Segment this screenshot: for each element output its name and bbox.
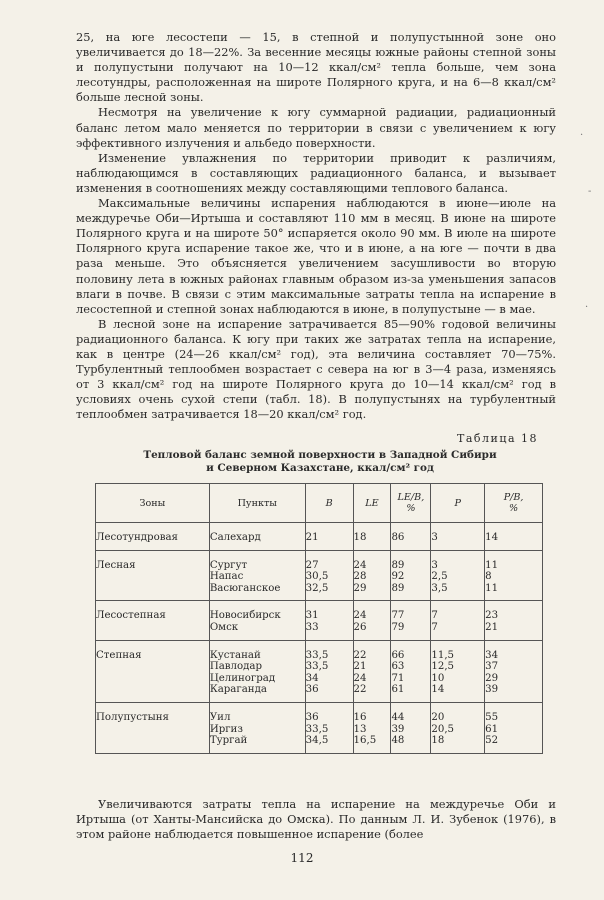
p-value: 18 <box>431 735 445 747</box>
b-value: 33,5 <box>305 649 329 661</box>
table-title <box>100 449 540 475</box>
points-cell <box>209 702 305 753</box>
le-value: 24 <box>353 559 367 571</box>
leb-value: 44 <box>391 711 405 723</box>
pb-value: 37 <box>485 661 499 673</box>
margin-mark: - <box>588 186 592 197</box>
p-cell <box>431 523 485 551</box>
p-value: 7 <box>431 621 438 633</box>
paragraph-4: Максимальные величины испарения наблюдаются в июне—июле на междуречье Оби—Иртыша и составляют 110 мм в месяц. В июне на широте Полярного круга и на широте 50° испаряется около 90 мм. В июле на широте Полярного круга испарение такое же, что и в июне, а на юге — почти в два раза меньше. Это объясняется увеличением засушливости во вторую половину лета в южных районах главным образом из-за уменьшения запасов влаги в почве. В связи с этим максимальные затраты тепла на испарение в лесостепной и степной зонах наблюдаются в июне, в полупустыне — в мае. <box>76 196 556 316</box>
le-value: 26 <box>353 621 367 633</box>
p-value: 20,5 <box>431 723 455 735</box>
p-cell <box>431 550 485 601</box>
point-name: Тургай <box>209 735 248 747</box>
paragraph-5: В лесной зоне на испарение затрачивается 85—90% годовой величины радиационного баланса. К югу при таких же затратах тепла на испарение, как в центре (24—26 ккал/см² год), эта величина составляет 70—75%. Турбулентный теплообмен возрастает с севера на юг в 3—4 раза, изменяясь от 3 ккал/см² год на широте Полярного круга до 10—14 ккал/см² год в условиях очень сухой степи (табл. 18). В полупустынях на турбулентный теплообмен затрачивается 18—20 ккал/см² год. <box>76 316 556 422</box>
point-name: Напас <box>209 571 244 583</box>
header-p-b-bottom: % <box>509 503 519 514</box>
b-value: 34,5 <box>305 735 329 747</box>
le-value: 29 <box>353 582 367 594</box>
leb-value: 66 <box>391 649 405 661</box>
table-header-row <box>96 484 543 523</box>
b-value: 27 <box>305 559 319 571</box>
point-name: Караганда <box>209 684 267 696</box>
le-cell <box>353 523 391 551</box>
p-value: 12,5 <box>431 661 455 673</box>
le-value: 16 <box>353 711 367 723</box>
p-value: 3 <box>431 532 438 543</box>
p-cell <box>431 702 485 753</box>
paragraph-2: Несмотря на увеличение к югу суммарной радиации, радиационный баланс летом мало меняется по территории в связи с увеличением к югу эффективного излучения и альбедо поверхности. <box>76 105 556 150</box>
body-text <box>76 30 556 422</box>
point-name: Кустанай <box>209 649 261 661</box>
table-row <box>96 550 543 601</box>
pb-cell <box>485 523 543 551</box>
points-cell <box>209 523 305 551</box>
b-cell <box>305 640 353 702</box>
pb-value: 52 <box>485 735 499 747</box>
leb-value: 89 <box>391 582 405 594</box>
le-value: 22 <box>353 684 367 696</box>
table-row <box>96 640 543 702</box>
table-row <box>96 601 543 640</box>
b-value: 33 <box>305 621 319 633</box>
b-cell <box>305 523 353 551</box>
b-value: 33,5 <box>305 661 329 673</box>
zone-cell: Степная <box>96 640 210 702</box>
header-le-b-top: LE/B, <box>397 492 425 503</box>
header-p-b-top: P/B, <box>503 492 524 503</box>
le-value: 28 <box>353 571 367 583</box>
p-cell <box>431 601 485 640</box>
b-value: 31 <box>305 610 319 622</box>
pb-value: 21 <box>485 621 499 633</box>
le-cell <box>353 702 391 753</box>
header-p: P <box>431 484 485 523</box>
points-cell <box>209 640 305 702</box>
pb-value: 11 <box>485 582 499 594</box>
le-value: 24 <box>353 672 367 684</box>
zone-cell: Лесотундровая <box>96 523 210 551</box>
paragraph-1: 25, на юге лесостепи — 15, в степной и полупустынной зоне оно увеличивается до 18—22%. За весенние месяцы южные районы степной зоны и полупустыни получают на 10—12 ккал/см² тепла больше, чем зона лесотундры, расположенная на широте Полярного круга, и на 6—8 ккал/см² больше лесной зоны. <box>76 30 556 105</box>
leb-value: 71 <box>391 672 405 684</box>
leb-value: 39 <box>391 723 405 735</box>
table-body <box>96 523 543 754</box>
pb-cell <box>485 702 543 753</box>
p-value: 2,5 <box>431 571 448 583</box>
header-le: LE <box>353 484 391 523</box>
point-name: Салехард <box>209 532 261 543</box>
p-value: 3,5 <box>431 582 448 594</box>
p-value: 7 <box>431 610 438 622</box>
paragraph-3: Изменение увлажнения по территории приводит к различиям, наблюдающимся в составляющих радиационного баланса, и вызывает изменения в соотношениях между составляющими теплового баланса. <box>76 150 556 195</box>
pb-value: 39 <box>485 684 499 696</box>
leb-value: 48 <box>391 735 405 747</box>
leb-cell <box>391 702 431 753</box>
point-name: Уил <box>209 711 231 723</box>
le-value: 18 <box>353 532 367 543</box>
heat-balance-table <box>95 483 543 754</box>
header-le-b-bottom: % <box>406 503 416 514</box>
p-value: 3 <box>431 559 438 571</box>
b-cell <box>305 601 353 640</box>
le-value: 13 <box>353 723 367 735</box>
leb-cell <box>391 550 431 601</box>
p-cell <box>431 640 485 702</box>
point-name: Иргиз <box>209 723 243 735</box>
table-title-line-2: и Северном Казахстане, ккал/см² год <box>206 462 434 474</box>
le-value: 24 <box>353 610 367 622</box>
le-cell <box>353 601 391 640</box>
le-cell <box>353 550 391 601</box>
header-p-b <box>485 484 543 523</box>
page-number: 112 <box>290 851 314 865</box>
le-cell <box>353 640 391 702</box>
pb-cell <box>485 601 543 640</box>
b-value: 36 <box>305 711 319 723</box>
b-value: 32,5 <box>305 582 329 594</box>
leb-cell <box>391 601 431 640</box>
pb-cell <box>485 640 543 702</box>
margin-mark: . <box>580 127 584 138</box>
bottom-text <box>76 797 556 842</box>
pb-value: 8 <box>485 571 492 583</box>
p-value: 20 <box>431 711 445 723</box>
point-name: Целиноград <box>209 672 276 684</box>
leb-value: 77 <box>391 610 405 622</box>
p-value: 10 <box>431 672 445 684</box>
pb-value: 14 <box>485 532 499 543</box>
leb-value: 89 <box>391 559 405 571</box>
leb-value: 92 <box>391 571 405 583</box>
le-value: 21 <box>353 661 367 673</box>
leb-value: 79 <box>391 621 405 633</box>
b-cell <box>305 702 353 753</box>
pb-cell <box>485 550 543 601</box>
pb-value: 55 <box>485 711 499 723</box>
table-number: Таблица 18 <box>457 432 538 445</box>
pb-value: 34 <box>485 649 499 661</box>
header-point: Пункты <box>209 484 305 523</box>
table-row <box>96 523 543 551</box>
b-value: 33,5 <box>305 723 329 735</box>
point-name: Сургут <box>209 559 248 571</box>
le-value: 16,5 <box>353 735 377 747</box>
table-row <box>96 702 543 753</box>
p-value: 14 <box>431 684 445 696</box>
leb-cell <box>391 523 431 551</box>
zone-cell: Лесная <box>96 550 210 601</box>
zone-cell: Лесостепная <box>96 601 210 640</box>
points-cell <box>209 550 305 601</box>
b-value: 34 <box>305 672 319 684</box>
le-value: 22 <box>353 649 367 661</box>
header-le-b <box>391 484 431 523</box>
points-cell <box>209 601 305 640</box>
leb-value: 86 <box>391 532 405 543</box>
pb-value: 61 <box>485 723 499 735</box>
point-name: Новосибирск <box>209 610 281 622</box>
leb-value: 63 <box>391 661 405 673</box>
point-name: Павлодар <box>209 661 262 673</box>
pb-value: 11 <box>485 559 499 571</box>
leb-cell <box>391 640 431 702</box>
b-value: 30,5 <box>305 571 329 583</box>
leb-value: 61 <box>391 684 405 696</box>
point-name: Васюганское <box>209 582 281 594</box>
header-b: B <box>305 484 353 523</box>
b-cell <box>305 550 353 601</box>
p-value: 11,5 <box>431 649 455 661</box>
table-title-line-1: Тепловой баланс земной поверхности в Западной Сибири <box>143 449 497 461</box>
b-value: 21 <box>305 532 319 543</box>
point-name: Омск <box>209 621 239 633</box>
pb-value: 29 <box>485 672 499 684</box>
header-zone: Зоны <box>96 484 210 523</box>
pb-value: 23 <box>485 610 499 622</box>
paragraph-6: Увеличиваются затраты тепла на испарение на междуречье Оби и Иртыша (от Ханты-Мансийска до Омска). По данным Л. И. Зубенок (1976), в этом районе наблюдается повышенное испарение (более <box>76 797 556 842</box>
b-value: 36 <box>305 684 319 696</box>
zone-cell: Полупустыня <box>96 702 210 753</box>
margin-mark: · <box>585 302 589 313</box>
